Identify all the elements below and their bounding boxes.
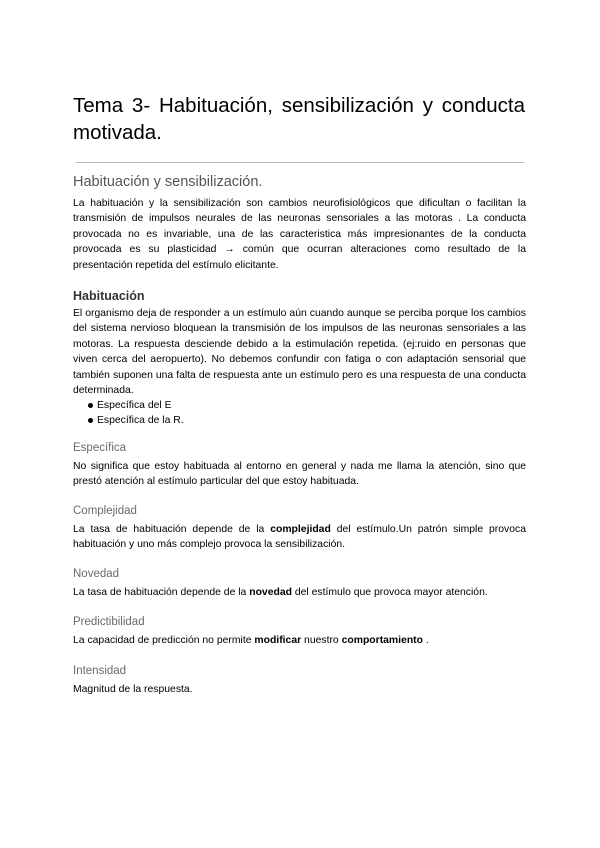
especifica-paragraph: No significa que estoy habituada al entorno en general y nada me llama la atención, sino que prestó atención al estímulo particular del que estoy habituada.	[73, 461, 526, 488]
habituacion-paragraph: El organismo deja de responder a un estímulo aún cuando aunque se perciba porque los cambios del sistema nervioso bloquean la transmisión de los impulsos de las neuronas sensoriales a las motoras. La respuesta desciende debido a la estimulación repetida. (ej:ruido en personas que viven cerca del aeropuerto). No debemos confundir con fatiga o con adaptación sensorial que también suponen una falta de respuesta ante un estímulo pero es una respuesta de una conducta determinada.	[73, 308, 526, 397]
bold-term: complejidad	[270, 524, 331, 535]
list-item: Específica de la R.	[73, 413, 184, 428]
novedad-paragraph: La tasa de habituación depende de la novedad del estímulo que provoca mayor atención.	[73, 587, 488, 598]
complejidad-paragraph: La tasa de habituación depende de la complejidad del estímulo.Un patrón simple provoca habituación y uno más complejo provoca la sensibilización.	[73, 524, 526, 551]
title-divider	[76, 162, 524, 163]
bold-term: novedad	[249, 587, 292, 598]
novedad-heading: Novedad	[73, 568, 120, 580]
habituacion-bullet-list	[73, 398, 184, 429]
section-heading: Habituación y sensibilización.	[73, 174, 263, 190]
bold-term: comportamiento	[341, 635, 423, 646]
complejidad-heading: Complejidad	[73, 505, 137, 517]
list-item: Específica del E	[73, 398, 184, 413]
intensidad-paragraph: Magnitud de la respuesta.	[73, 684, 193, 695]
document-title: Tema 3- Habituación, sensibilización y conducta motivada.	[73, 94, 525, 144]
predictibilidad-heading: Predictibilidad	[73, 616, 145, 628]
bullet-icon	[88, 418, 93, 423]
intensidad-heading: Intensidad	[73, 665, 127, 677]
especifica-heading: Específica	[73, 442, 127, 454]
predictibilidad-paragraph: La capacidad de predicción no permite modificar nuestro comportamiento .	[73, 635, 429, 646]
bold-term: modificar	[254, 635, 302, 646]
bullet-icon	[88, 403, 93, 408]
habituacion-heading: Habituación	[73, 289, 145, 303]
intro-paragraph: La habituación y la sensibilización son cambios neurofisiológicos que dificultan o facilitan la transmisión de impulsos neurales de las neuronas sensoriales a las motoras . La conducta provocada no es invariable, una de las caracteristica más impresionantes de la conducta provocada es su plasticidad → común que ocurran alteraciones como resultado de la presentación repetida del estímulo elicitante.	[73, 198, 526, 271]
